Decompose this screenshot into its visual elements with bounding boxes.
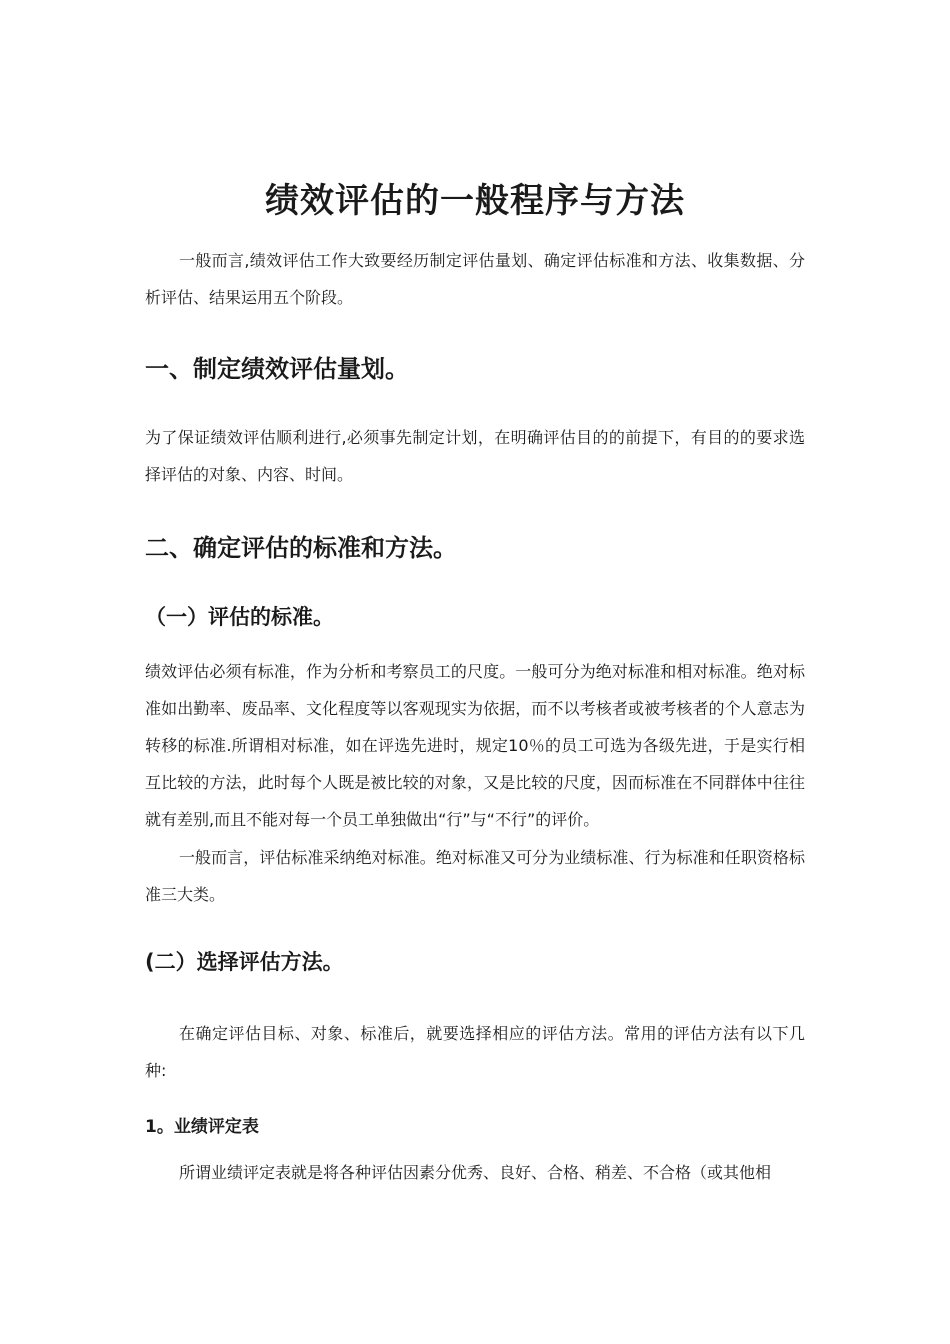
subsection1-heading: （一）评估的标准。 — [145, 605, 334, 629]
item1-heading: 1。业绩评定表 — [145, 1117, 259, 1137]
section1-heading: 一、制定绩效评估量划。 — [145, 355, 409, 383]
document-title: 绩效评估的一般程序与方法 — [265, 180, 685, 221]
subsection1-paragraph-2: 一般而言，评估标准采纳绝对标准。绝对标准又可分为业绩标准、行为标准和任职资格标准三大类。 — [145, 848, 805, 904]
intro-paragraph: 一般而言,绩效评估工作大致要经历制定评估量划、确定评估标准和方法、收集数据、分析评估、结果运用五个阶段。 — [145, 251, 805, 307]
subsection2-paragraph: 在确定评估目标、对象、标准后，就要选择相应的评估方法。常用的评估方法有以下几种: — [145, 1024, 805, 1080]
section2-heading: 二、确定评估的标准和方法。 — [145, 534, 457, 562]
subsection1-paragraph: 绩效评估必须有标准，作为分析和考察员工的尺度。一般可分为绝对标准和相对标准。绝对标准如出勤率、废品率、文化程度等以客观现实为依据，而不以考核者或被考核者的个人意志为转移的标准.所谓相对标准，如在评选先进时，规定10％的员工可选为各级先进，于是实行相互比较的方法，此时每个人既是被比较的对象，又是比较的尺度，因而标准在不同群体中往往就有差别,而且不能对每一个员工单独做出“行”与“不行”的评价。 — [145, 662, 805, 829]
subsection2-heading: (二）选择评估方法。 — [145, 950, 344, 974]
item1-paragraph: 所谓业绩评定表就是将各种评估因素分优秀、良好、合格、稍差、不合格（或其他相 — [179, 1163, 772, 1182]
section1-paragraph: 为了保证绩效评估顺利进行,必须事先制定计划，在明确评估目的的前提下，有目的的要求选择评估的对象、内容、时间。 — [145, 428, 805, 484]
